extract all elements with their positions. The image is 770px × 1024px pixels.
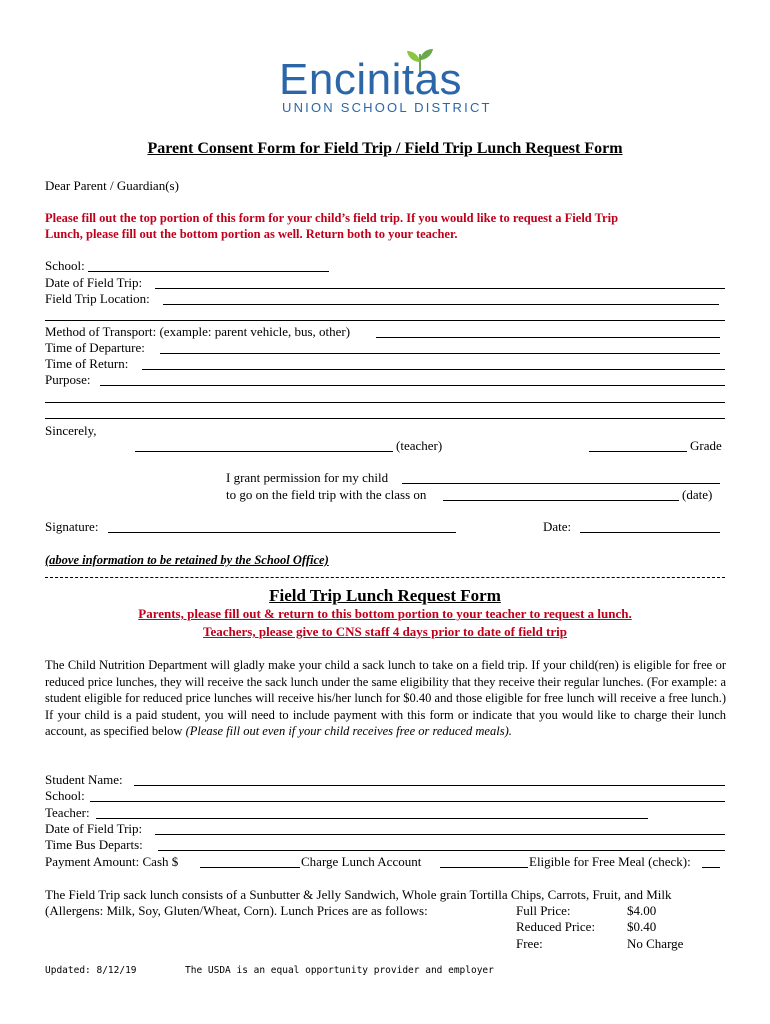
lunch-subtitle-teachers: Teachers, please give to CNS staff 4 days prior to date of field trip [203, 624, 567, 639]
consent-title: Parent Consent Form for Field Trip / Field Trip Lunch Request Form [147, 140, 623, 157]
lunch-date-label: Date of Field Trip: [45, 821, 143, 836]
price-label-reduced: Reduced Price: [516, 919, 596, 934]
signature-date-field[interactable] [580, 532, 720, 533]
trip-date-label: Date of Field Trip: [45, 275, 143, 290]
lunch-subtitle-parents: Parents, please fill out & return to this bottom portion to your teacher to request a lunch. [138, 606, 632, 621]
lunch-school-field[interactable] [90, 801, 725, 802]
cash-amount-field[interactable] [200, 867, 300, 868]
student-name-label: Student Name: [45, 772, 123, 787]
lunch-paragraph-note: (Please fill out even if your child receives free or reduced meals). [185, 724, 512, 738]
logo-wordmark: Encinitas [279, 55, 463, 104]
return-field[interactable] [142, 369, 725, 370]
departure-label: Time of Departure: [45, 340, 145, 355]
sack-lunch-line-1: The Field Trip sack lunch consists of a Sunbutter & Jelly Sandwich, Whole grain Tortilla Chips, Carrots, Fruit, and Milk [45, 887, 672, 902]
lunch-title: Field Trip Lunch Request Form [269, 586, 501, 605]
greeting: Dear Parent / Guardian(s) [45, 178, 179, 193]
eligible-label: Eligible for Free Meal (check): [529, 854, 691, 869]
class-date-field[interactable] [443, 500, 679, 501]
price-value-free: No Charge [627, 936, 684, 951]
school-label: School: [45, 258, 85, 273]
purpose-label: Purpose: [45, 372, 91, 387]
signature-label: Signature: [45, 519, 99, 534]
transport-field[interactable] [376, 337, 720, 338]
bus-departs-field[interactable] [158, 850, 725, 851]
sack-lunch-line-2: (Allergens: Milk, Soy, Gluten/Wheat, Corn). Lunch Prices are as follows: [45, 903, 428, 918]
signature-field[interactable] [108, 532, 456, 533]
payment-label: Payment Amount: Cash $ [45, 854, 179, 869]
lunch-teacher-label: Teacher: [45, 805, 90, 820]
usda-statement: The USDA is an equal opportunity provider and employer [185, 965, 494, 976]
trip-location-label: Field Trip Location: [45, 291, 150, 306]
teacher-field[interactable] [135, 451, 393, 452]
logo-subtitle: UNION SCHOOL DISTRICT [282, 100, 492, 115]
lunch-date-field[interactable] [155, 834, 725, 835]
price-value-reduced: $0.40 [627, 919, 657, 934]
grade-field[interactable] [589, 451, 687, 452]
purpose-field-line-2[interactable] [45, 402, 725, 403]
lunch-teacher-field[interactable] [96, 818, 648, 819]
price-label-free: Free: [516, 936, 543, 951]
purpose-field-line-3[interactable] [45, 418, 725, 419]
lunch-paragraph-text: The Child Nutrition Department will gladly make your child a sack lunch to take on a field trip. If your child(ren) is eligible for free or reduced price lunches, they will receive the sack lunch under the same eligibility that they receive their regular lunches. (For example: a student eligible for reduced price lunches will receive his/her lunch for $0.40 and those eligible for free lunch will receive a free lunch.) If your child is a paid student, you will need to include payment with this form or indicate that you would like to charge their lunch account, as specified below [45, 658, 726, 738]
cut-line-divider [45, 577, 725, 578]
eligible-checkbox-field[interactable] [702, 867, 720, 868]
teacher-label: (teacher) [396, 438, 443, 453]
trip-date-field[interactable] [155, 288, 725, 289]
date-suffix-label: (date) [682, 487, 713, 502]
departure-field[interactable] [160, 353, 720, 354]
instructions-line-2: Lunch, please fill out the bottom portion as well. Return both to your teacher. [45, 227, 458, 241]
charge-account-label: Charge Lunch Account [301, 854, 422, 869]
purpose-field[interactable] [100, 385, 725, 386]
instructions-line-1: Please fill out the top portion of this form for your child’s field trip. If you would like to request a Field Trip [45, 211, 619, 225]
updated-date: Updated: 8/12/19 [45, 965, 137, 976]
child-name-field[interactable] [402, 483, 720, 484]
trip-location-field[interactable] [163, 304, 719, 305]
lunch-school-label: School: [45, 788, 85, 803]
permission-label: I grant permission for my child [226, 470, 389, 485]
trip-location-field-continued[interactable] [45, 320, 725, 321]
sincerely-label: Sincerely, [45, 423, 97, 438]
return-label: Time of Return: [45, 356, 129, 371]
bus-departs-label: Time Bus Departs: [45, 837, 143, 852]
transport-label: Method of Transport: (example: parent vehicle, bus, other) [45, 324, 351, 339]
student-name-field[interactable] [134, 785, 725, 786]
retained-note: (above information to be retained by the School Office) [45, 553, 329, 567]
go-with-class-label: to go on the field trip with the class on [226, 487, 427, 502]
school-field[interactable] [88, 271, 329, 272]
signature-date-label: Date: [543, 519, 572, 534]
grade-label: Grade [690, 438, 722, 453]
charge-account-field[interactable] [440, 867, 528, 868]
lunch-paragraph [45, 657, 726, 740]
price-label-full: Full Price: [516, 903, 571, 918]
price-value-full: $4.00 [627, 903, 657, 918]
